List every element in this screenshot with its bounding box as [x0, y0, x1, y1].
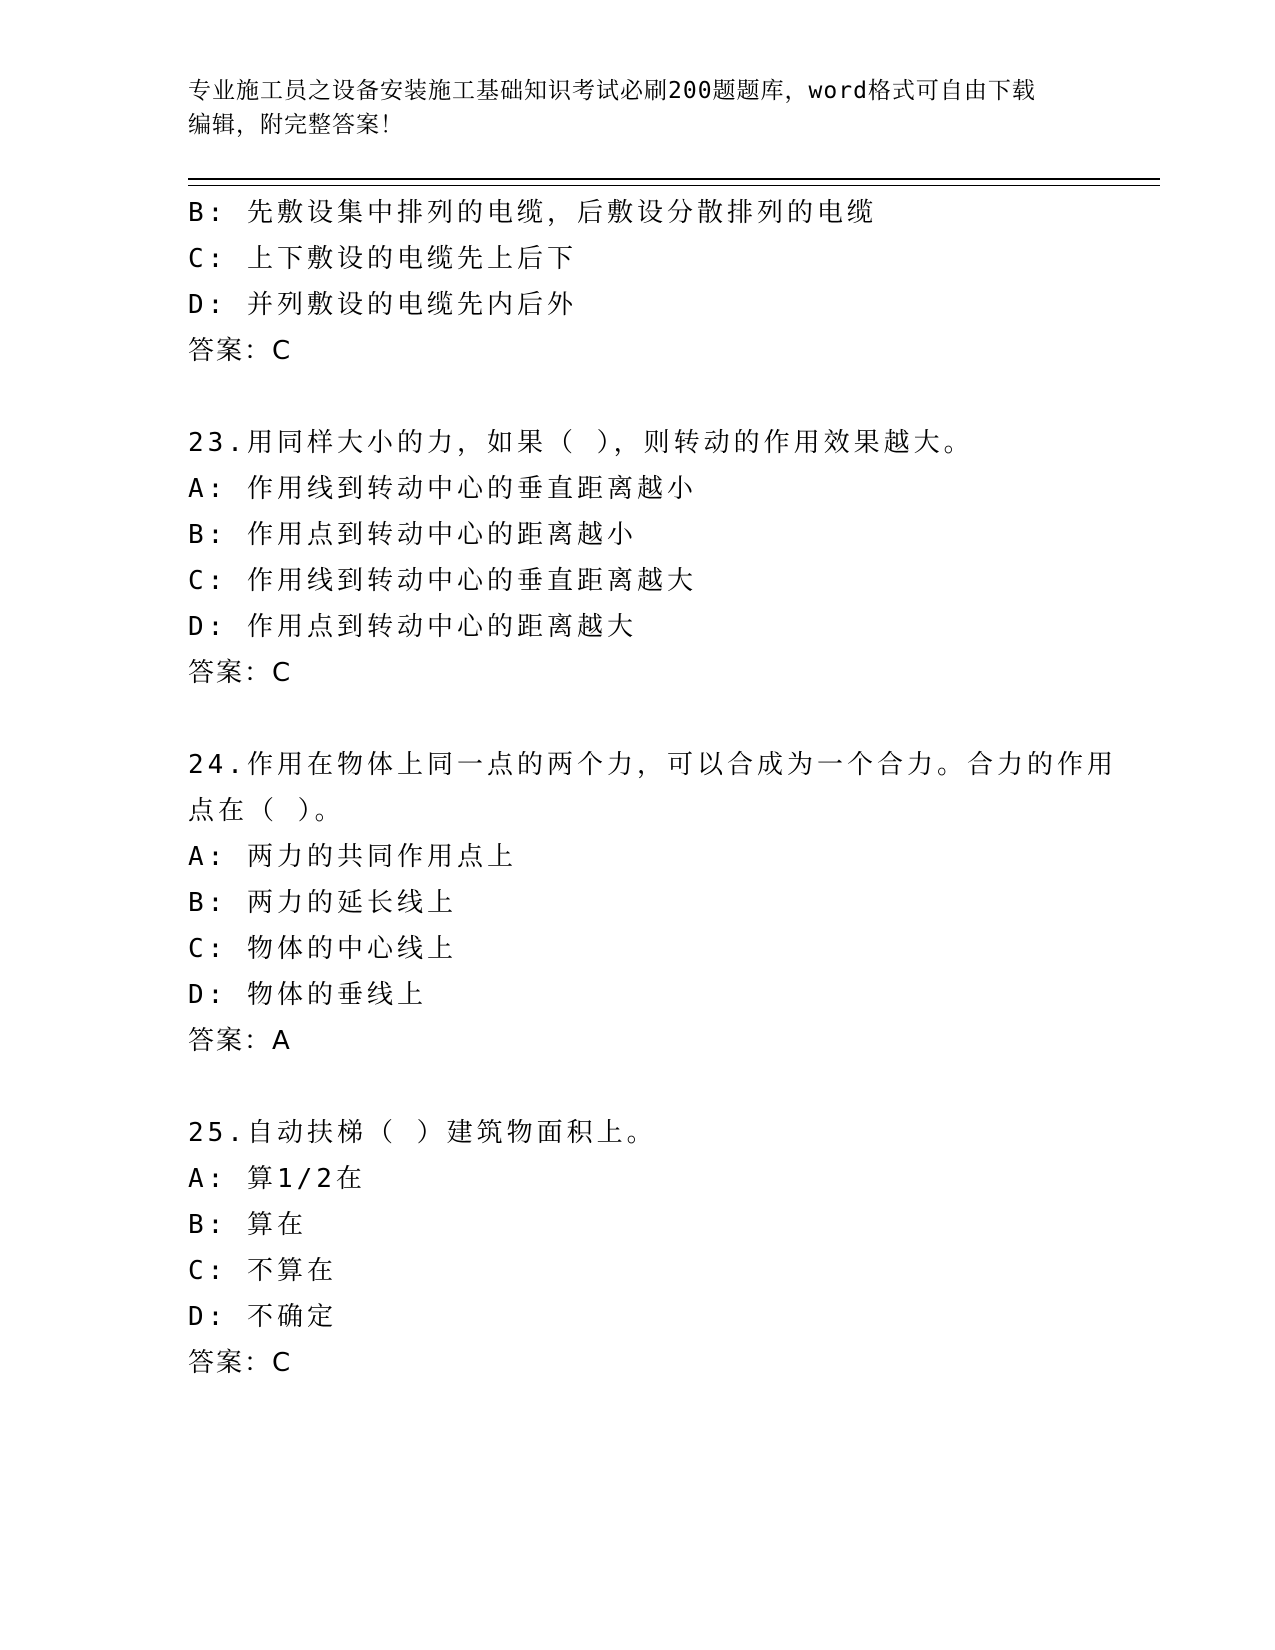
option-d: D: 并列敷设的电缆先内后外	[188, 290, 577, 320]
question-stem: 24.作用在物体上同一点的两个力，可以合成为一个合力。合力的作用	[188, 750, 1117, 780]
option-c: C: 作用线到转动中心的垂直距离越大	[188, 566, 697, 596]
question-23	[188, 420, 1088, 696]
answer: 答案：C	[188, 1348, 293, 1378]
answer: 答案：C	[188, 658, 293, 688]
option-b: B: 算在	[188, 1210, 307, 1240]
question-content	[188, 190, 1117, 1386]
option-b: B: 作用点到转动中心的距离越小	[188, 520, 637, 550]
option-a: A: 作用线到转动中心的垂直距离越小	[188, 474, 697, 504]
answer: 答案：C	[188, 336, 293, 366]
option-a: A: 算1/2在	[188, 1164, 366, 1194]
option-b: B: 先敷设集中排列的电缆，后敷设分散排列的电缆	[188, 198, 877, 228]
option-a: A: 两力的共同作用点上	[188, 842, 517, 872]
header-rule	[188, 178, 1160, 186]
question-24	[188, 742, 1117, 1064]
header-line-2: 编辑，附完整答案！	[188, 112, 404, 138]
page-header	[188, 74, 1088, 142]
spacer	[188, 696, 1088, 742]
option-c: C: 不算在	[188, 1256, 337, 1286]
option-d: D: 不确定	[188, 1302, 337, 1332]
option-c: C: 物体的中心线上	[188, 934, 457, 964]
option-c: C: 上下敷设的电缆先上后下	[188, 244, 577, 274]
question-stem-continued: 点在（ ）。	[188, 796, 345, 826]
header-line-1: 专业施工员之设备安装施工基础知识考试必刷200题题库，word格式可自由下载	[188, 78, 1036, 104]
question-stem: 23.用同样大小的力，如果（ ），则转动的作用效果越大。	[188, 428, 974, 458]
option-b: B: 两力的延长线上	[188, 888, 457, 918]
option-d: D: 物体的垂线上	[188, 980, 427, 1010]
spacer	[188, 374, 1088, 420]
answer: 答案：A	[188, 1026, 292, 1056]
option-d: D: 作用点到转动中心的距离越大	[188, 612, 637, 642]
question-fragment	[188, 190, 1088, 374]
question-25	[188, 1110, 1088, 1386]
question-stem: 25.自动扶梯（ ）建筑物面积上。	[188, 1118, 657, 1148]
spacer	[188, 1064, 1088, 1110]
